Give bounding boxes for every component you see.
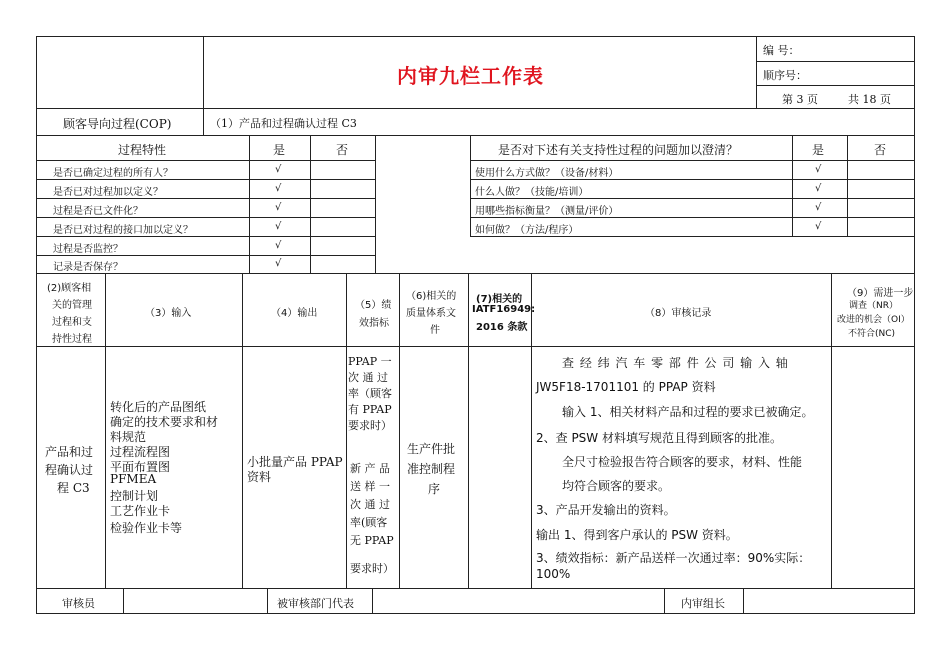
process-value: （1）产品和过程确认过程 C3 <box>210 117 357 130</box>
grid-line <box>756 61 915 62</box>
check-mark: √ <box>275 221 282 232</box>
right-row-question: 什么人做？（技能/培训） <box>475 187 589 198</box>
grid-line <box>36 273 915 274</box>
grid-line <box>531 273 532 588</box>
page-title: 内审九栏工作表 <box>397 64 544 88</box>
right-row-question: 如何做？（方法/程序） <box>475 225 579 236</box>
grid-line <box>36 179 375 180</box>
col-header-record: （8）审核记录 <box>645 308 712 319</box>
grid-line <box>470 179 915 180</box>
right-row-question: 使用什么方式做？（设备/材料） <box>475 168 619 179</box>
right-header-yes: 是 <box>812 143 825 157</box>
number-label: 编 号： <box>763 44 800 57</box>
left-header-yes: 是 <box>273 143 286 157</box>
check-mark: √ <box>815 183 822 194</box>
grid-line <box>242 273 243 588</box>
left-row-question: 是否已确定过程的所有人？ <box>53 168 173 179</box>
check-mark: √ <box>275 202 282 213</box>
grid-line <box>372 588 373 614</box>
grid-line <box>470 135 471 236</box>
grid-line <box>36 108 915 109</box>
grid-line <box>756 36 757 108</box>
leader-label: 内审组长 <box>681 597 725 610</box>
auditor-label: 审核员 <box>62 597 95 610</box>
grid-line <box>756 85 915 86</box>
grid-line <box>310 135 311 273</box>
sequence-label: 顺序号： <box>763 69 807 82</box>
left-row-question: 是否已对过程加以定义？ <box>53 187 163 198</box>
check-mark: √ <box>815 221 822 232</box>
check-mark: √ <box>815 164 822 175</box>
left-row-question: 过程是否监控？ <box>53 244 123 255</box>
grid-line <box>743 588 744 614</box>
grid-line <box>470 217 915 218</box>
dept-rep-label: 被审核部门代表 <box>277 597 354 610</box>
grid-line <box>36 588 915 589</box>
grid-line <box>36 217 375 218</box>
check-mark: √ <box>275 164 282 175</box>
right-header-no: 否 <box>874 143 887 157</box>
check-mark: √ <box>275 240 282 251</box>
check-mark: √ <box>275 258 282 269</box>
grid-line <box>267 588 268 614</box>
grid-line <box>36 346 915 347</box>
grid-line <box>470 236 915 237</box>
grid-line <box>105 273 106 588</box>
grid-line <box>847 135 848 236</box>
grid-line <box>664 588 665 614</box>
grid-line <box>36 255 375 256</box>
left-header-no: 否 <box>336 143 349 157</box>
total-pages-label: 共 18 页 <box>848 93 891 106</box>
grid-line <box>470 160 915 161</box>
grid-line <box>831 273 832 588</box>
grid-line <box>36 236 375 237</box>
grid-line <box>399 273 400 588</box>
grid-line <box>792 135 793 236</box>
grid-line <box>470 198 915 199</box>
left-header-characteristics: 过程特性 <box>118 143 167 157</box>
left-row-question: 过程是否已文件化？ <box>53 206 143 217</box>
left-row-question: 是否已对过程的接口加以定义？ <box>53 225 193 236</box>
grid-line <box>36 198 375 199</box>
grid-line <box>203 108 204 135</box>
check-mark: √ <box>275 183 282 194</box>
grid-line <box>203 36 204 108</box>
process-name: 顾客导向过程(COP) <box>63 117 172 131</box>
col-header-output: （4）输出 <box>271 308 318 319</box>
grid-line <box>375 135 376 273</box>
right-row-question: 用哪些指标衡量？（测量/评价） <box>475 206 619 217</box>
grid-line <box>123 588 124 614</box>
left-row-question: 记录是否保存？ <box>53 262 123 273</box>
grid-line <box>36 160 375 161</box>
grid-line <box>249 135 250 273</box>
check-mark: √ <box>815 202 822 213</box>
grid-line <box>346 273 347 588</box>
page-label: 第 3 页 <box>782 93 818 106</box>
grid-line <box>468 273 469 588</box>
col-header-input: （3）输入 <box>145 308 192 319</box>
grid-line <box>36 135 915 136</box>
right-header-question: 是否对下述有关支持性过程的问题加以澄清？ <box>498 143 739 157</box>
